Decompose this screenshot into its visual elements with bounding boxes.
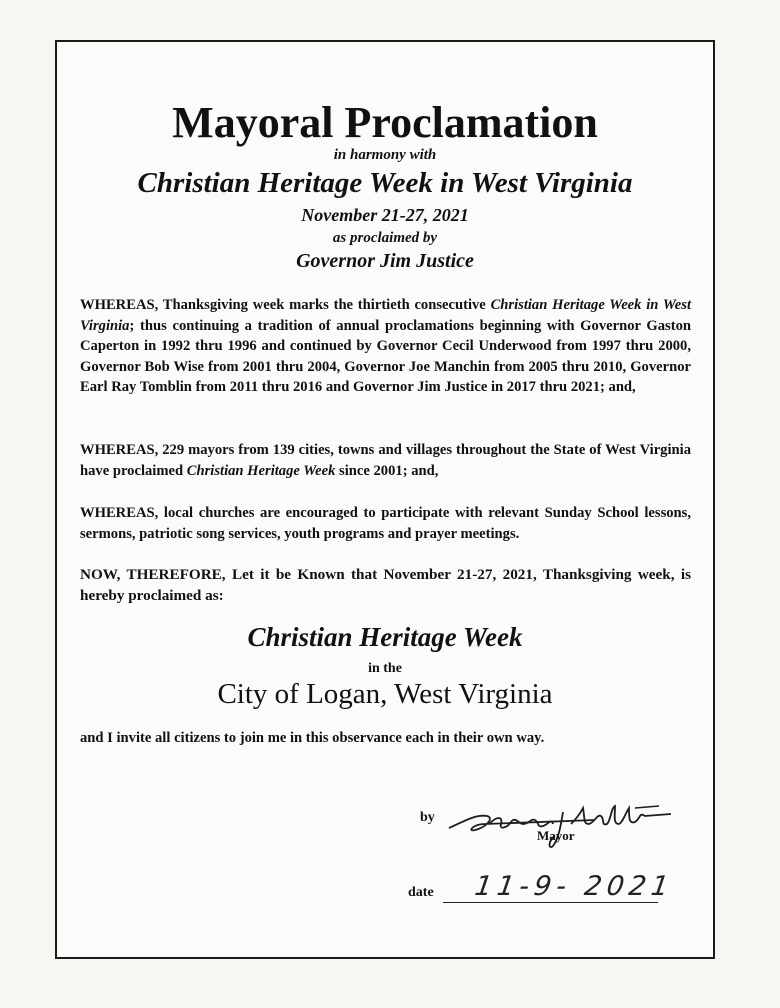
date-line (443, 902, 658, 903)
whereas-lead: WHEREAS, (80, 505, 159, 521)
whereas-paragraph-2: WHEREAS, 229 mayors from 139 cities, towns and villages throughout the State of West Virginia have proclaimed Christian Heritage Week since 2001; and, (80, 442, 691, 479)
proclaimed-week-name: Christian Heritage Week (247, 622, 523, 652)
whereas-lead: WHEREAS, (80, 442, 159, 458)
by-label: by (420, 810, 435, 825)
subtitle-proclaimed-by: as proclaimed by (332, 230, 438, 246)
invitation-text: and I invite all citizens to join me in this observance each in their own way. (80, 730, 545, 746)
proclamation-frame (55, 40, 715, 959)
therefore-paragraph: NOW, THEREFORE, Let it be Known that November 21-27, 2021, Thanksgiving week, is hereby proclaimed as: (80, 566, 691, 604)
therefore-lead: NOW, THEREFORE, (80, 566, 226, 583)
whereas-lead: WHEREAS, (80, 297, 159, 313)
date-label: date (408, 885, 434, 900)
subtitle-in-harmony: in harmony with (333, 147, 437, 163)
whereas-paragraph-3: WHEREAS, local churches are encouraged to participate with relevant Sunday School lessons, sermons, patriotic song services, youth programs and prayer meetings. (80, 505, 691, 542)
handwritten-date: 11-9- 2021 (472, 871, 676, 902)
italic-event-name: Christian Heritage Week (186, 462, 336, 479)
italic-event-name: Christian Heritage Week in West Virginia (80, 297, 691, 334)
event-dates: November 21-27, 2021 (301, 205, 469, 225)
event-heading: Christian Heritage Week in West Virginia (137, 167, 633, 199)
mayor-label: Mayor (537, 828, 575, 843)
in-the-label: in the (368, 661, 402, 676)
governor-name: Governor Jim Justice (296, 250, 474, 272)
city-name: City of Logan, West Virginia (217, 678, 553, 710)
document-title: Mayoral Proclamation (172, 98, 598, 147)
whereas-paragraph-1: WHEREAS, Thanksgiving week marks the thirtieth consecutive Christian Heritage Week in West Virginia; thus continuing a tradition of annual proclamations beginning with Governor Gaston Caperton in 1992 thru 1996 and continued by Governor Cecil Underwood from 1997 thru 2000, Governor Bob Wise from 2001 thru 2004, Governor Joe Manchin from 2005 thru 2010, Governor Earl Ray Tomblin from 2011 thru 2016 and Governor Jim Justice in 2017 thru 2021; and, (80, 297, 691, 395)
